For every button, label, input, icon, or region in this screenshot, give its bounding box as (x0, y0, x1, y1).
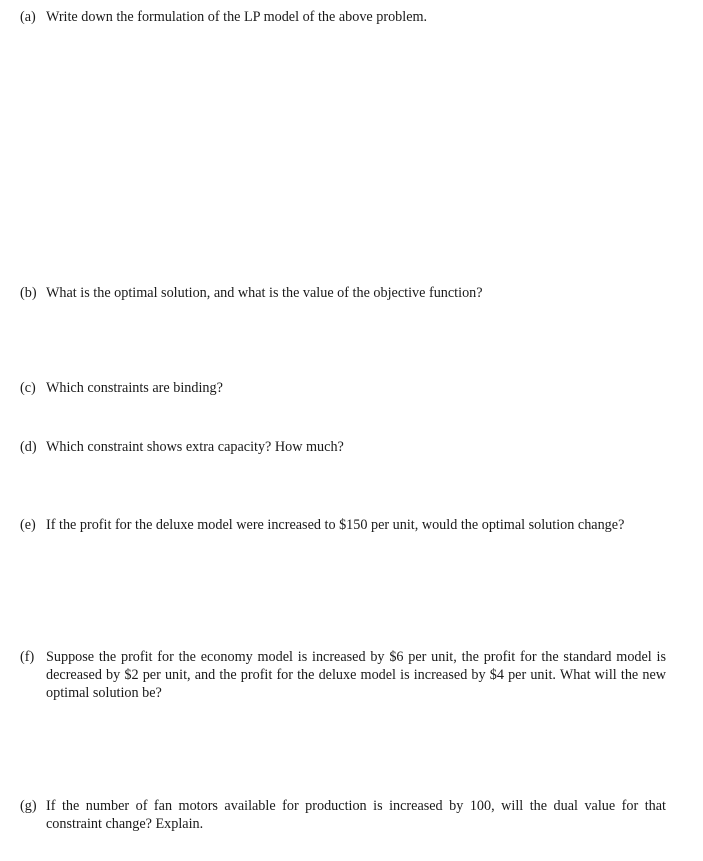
question-text: If the profit for the deluxe model were increased to $150 per unit, would the optimal solution change? (46, 517, 625, 533)
question-f (20, 648, 666, 702)
question-text: Write down the formulation of the LP model of the above problem. (46, 9, 428, 25)
question-label: (c) (20, 380, 36, 396)
question-label: (a) (20, 9, 36, 25)
question-d (20, 438, 666, 456)
question-label: (d) (20, 439, 37, 455)
question-text: If the number of fan motors available for production is increased by 100, will the dual value for that constraint change? Explain. (46, 798, 666, 832)
question-text: What is the optimal solution, and what is the value of the objective function? (46, 285, 483, 301)
question-label: (b) (20, 285, 37, 301)
question-text: Which constraints are binding? (46, 380, 223, 396)
question-label: (e) (20, 517, 36, 533)
question-a (20, 8, 666, 26)
question-text: Which constraint shows extra capacity? How much? (46, 439, 344, 455)
question-c (20, 379, 666, 397)
question-g (20, 797, 666, 833)
question-text: Suppose the profit for the economy model is increased by $6 per unit, the profit for the standard model is decreased by $2 per unit, and the profit for the deluxe model is increased by $4 per unit. What will the new optimal solution be? (46, 649, 666, 701)
question-label: (g) (20, 798, 37, 814)
question-e (20, 516, 666, 534)
question-label: (f) (20, 649, 35, 665)
question-b (20, 284, 666, 302)
